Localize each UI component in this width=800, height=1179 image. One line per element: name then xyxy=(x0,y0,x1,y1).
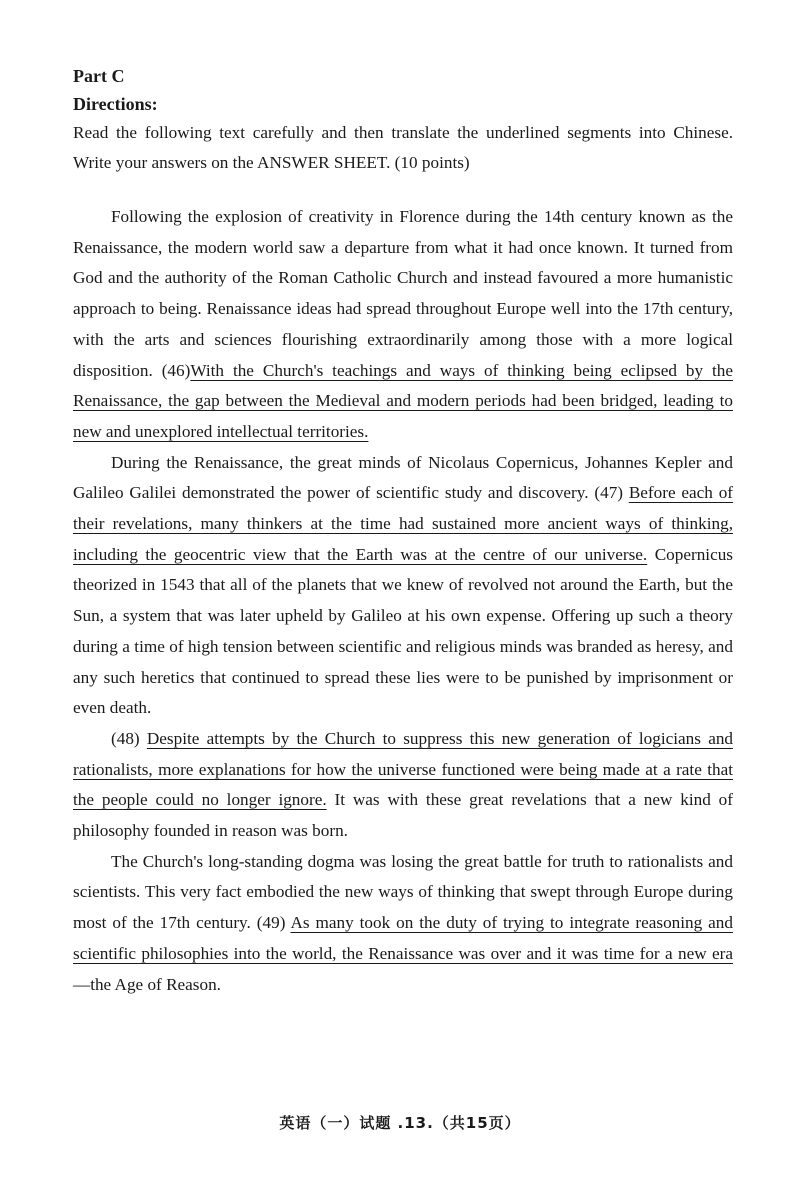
paragraph-text: It was with these great revelations that a new kind of philosophy founded in reason was born. xyxy=(73,790,733,841)
paragraph-text: The Church's long-standing dogma was losing the great battle for truth to rationalists and scientists. This very fact embodied the new ways of thinking that swept through Europe during most of the 17th century. xyxy=(73,851,733,933)
part-heading: Part C xyxy=(73,66,125,86)
paragraph-text: During the Renaissance, the great minds of Nicolaus Copernicus, Johannes Kepler and Galileo Galilei demonstrated the power of scientific study and discovery. xyxy=(73,452,733,503)
paragraph-4 xyxy=(73,847,733,1001)
question-number-48: (48) xyxy=(111,728,140,748)
directions-text: Read the following text carefully and then translate the underlined segments into Chinese. Write your answers on the ANSWER SHEET. (10 points) xyxy=(73,123,733,172)
paragraph-1 xyxy=(73,202,733,448)
underlined-segment-47: Before each of their revelations, many thinkers at the time had sustained more ancient ways of thinking, including the geocentric view that the Earth was at the centre of our universe. xyxy=(73,483,734,564)
question-number-49: (49) xyxy=(256,913,286,933)
paragraph-2 xyxy=(73,448,733,724)
question-number-46: (46) xyxy=(161,360,191,380)
underlined-segment-48: Despite attempts by the Church to suppress this new generation of logicians and rationalists, more explanations for how the universe functioned were being made at a rate that the people could no longer ignore. xyxy=(73,728,734,810)
directions-heading: Directions: xyxy=(73,94,158,114)
paragraph-text: —the Age of Reason. xyxy=(73,974,221,994)
page-footer: 英语（一）试题 .13.（共15页） xyxy=(279,1114,521,1132)
paragraph-text: Following the explosion of creativity in Florence during the 14th century known as the Renaissance, the modern world saw a departure from what it had once known. It turned from God and the authority of the Roman Catholic Church and instead favoured a more humanistic approach to being. Renaissance ideas had spread throughout Europe well into the 17th century, with the arts and sciences flourishing extraordinarily among those with a more logical disposition. xyxy=(73,207,733,380)
underlined-segment-46: With the Church's teachings and ways of thinking being eclipsed by the Renaissance, the gap between the Medieval and modern periods had been bridged, leading to new and unexplored intellectual territories. xyxy=(73,360,733,441)
question-number-47: (47) xyxy=(594,483,624,503)
paragraph-3 xyxy=(73,724,733,847)
document-page xyxy=(73,62,733,1000)
spacer xyxy=(73,178,733,202)
paragraph-text: Copernicus theorized in 1543 that all of the planets that we knew of revolved not around the Earth, but the Sun, a system that was later upheld by Galileo at his own expense. Offering up such a theory during a time of high tension between scientific and religious minds was branded as heresy, and any such heretics that continued to spread these lies were to be punished by imprisonment or even death. xyxy=(73,544,733,718)
underlined-segment-49: As many took on the duty of trying to integrate reasoning and scientific philosophies into the world, the Renaissance was over and it was time for a new era xyxy=(73,913,733,963)
